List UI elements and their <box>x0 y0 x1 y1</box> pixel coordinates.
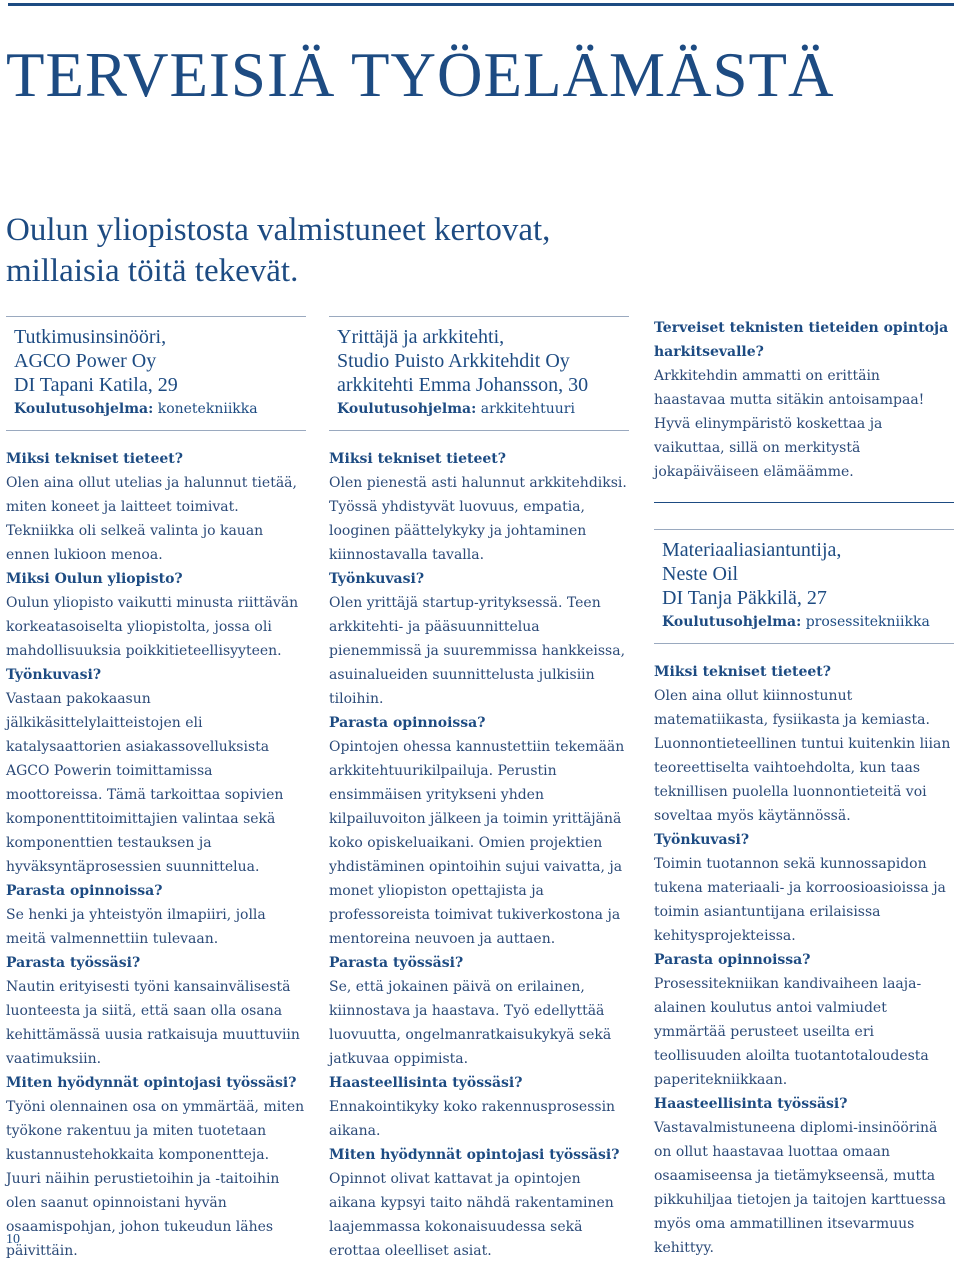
profile-employer: Neste Oil <box>662 563 739 585</box>
page-number: 10 <box>6 1232 20 1247</box>
answer: Olen yrittäjä startup-yrityksessä. Teen arkkitehti- ja pääsuunnittelua pienemmissä ja suuremmissa hankkeissa, asuinalueiden suunnittelusta julkisiin tiloihin. <box>329 595 626 707</box>
answer: Oulun yliopisto vaikutti minusta riittävän korkeatasoiselta yliopistolta, jossa oli mahdollisuuksia poikkitieteellisyyteen. <box>6 595 299 659</box>
profile-column-2 <box>329 316 629 1263</box>
question: Työnkuvasi? <box>6 667 102 683</box>
top-rule <box>8 3 954 6</box>
question: Miksi Oulun yliopisto? <box>6 571 183 587</box>
profile-employer: AGCO Power Oy <box>14 350 157 372</box>
page-title: TERVEISIÄ TYÖELÄMÄSTÄ <box>6 40 835 110</box>
question: Miten hyödynnät opintojasi työssäsi? <box>329 1147 620 1163</box>
profile-column-1 <box>6 316 306 1263</box>
profile-role: Tutkimusinsinööri, <box>14 326 167 348</box>
qa-list <box>329 447 629 1263</box>
answer: Vastavalmistuneena diplomi-insinöörinä on ollut haastavaa luottaa omaan osaamiseensa ja tietämykseensä, mutta pikkuhiljaa tietojen ja taitojen karttuessa myös oma ammatillinen itsevarmuus kehittyy. <box>654 1120 946 1256</box>
qa-list <box>6 447 306 1263</box>
column-divider <box>654 502 954 503</box>
profile-header <box>329 316 629 431</box>
question: Parasta opinnoissa? <box>329 715 486 731</box>
question: Miksi tekniset tieteet? <box>329 451 506 467</box>
qa-list <box>654 660 954 1260</box>
profile-role: Yrittäjä ja arkkitehti, <box>337 326 505 348</box>
question: Miten hyödynnät opintojasi työssäsi? <box>6 1075 297 1091</box>
answer: Nautin erityisesti työni kansainvälisestä luonteesta ja siitä, että saan olla osana kehittämässä uusia ratkaisuja muuttuviin vaatimuksiin. <box>6 979 300 1067</box>
page-subtitle <box>6 210 646 292</box>
question: Miksi tekniset tieteet? <box>6 451 183 467</box>
question: Terveiset teknisten tieteiden opintoja harkitsevalle? <box>654 320 949 360</box>
answer: Olen aina ollut kiinnostunut matematiikasta, fysiikasta ja kemiasta. Luonnontieteellinen tuntui kuitenkin liian teoreettiselta vaihtoehdolta, kun taas teknillisen puolella luonnontieteitä voi soveltaa myös käytännössä. <box>654 688 951 824</box>
question: Parasta opinnoissa? <box>6 883 163 899</box>
subtitle-line-1: Oulun yliopistosta valmistuneet kertovat, <box>6 212 551 248</box>
answer: Arkkitehdin ammatti on erittäin haastavaa mutta sitäkin antoisampaa! Hyvä elinympäristö koskettaa ja vaikuttaa, sillä on merkitystä jokapäiväiseen elämäämme. <box>654 368 925 480</box>
answer: Olen aina ollut utelias ja halunnut tietää, miten koneet ja laitteet toimivat. Tekniikka oli selkeä valinta jo kauan ennen lukioon menoa. <box>6 475 297 563</box>
question: Parasta opinnoissa? <box>654 952 811 968</box>
profile-header <box>654 529 954 644</box>
answer: Opinnot olivat kattavat ja opintojen aikana kypsyi taito nähdä rakentaminen laajemmassa kokonaisuudessa sekä erottaa oleelliset asiat. <box>329 1171 614 1259</box>
profile-header <box>6 316 306 431</box>
answer: Työni olennainen osa on ymmärtää, miten työkone rakentuu ja miten tuotetaan kustannustehokkaita komponentteja. Juuri näihin perustietoihin ja -taitoihin olen saanut opinnoistani hyvän osaamispohjan, johon tukeudun lähes päivittäin. <box>6 1099 305 1259</box>
profile-employer: Studio Puisto Arkkitehdit Oy <box>337 350 570 372</box>
question: Miksi tekniset tieteet? <box>654 664 831 680</box>
question: Työnkuvasi? <box>329 571 425 587</box>
question: Työnkuvasi? <box>654 832 750 848</box>
profile-name: DI Tapani Katila, 29 <box>14 374 178 396</box>
profile-program: Koulutusohjelma: prosessitekniikka <box>662 614 930 630</box>
profile-program: Koulutusohjelma: konetekniikka <box>14 401 258 417</box>
answer: Olen pienestä asti halunnut arkkitehdiksi. Työssä yhdistyvät luovuus, empatia, looginen päättelykyky ja johtaminen kiinnostavalla tavalla. <box>329 475 627 563</box>
question: Haasteellisinta työssäsi? <box>654 1096 848 1112</box>
profile-name: arkkitehti Emma Johansson, 30 <box>337 374 589 396</box>
answer: Se, että jokainen päivä on erilainen, kiinnostava ja haastava. Työ edellyttää luovuutta, ongelmanratkaisukykyä sekä jatkuvaa oppimista. <box>329 979 612 1067</box>
question: Parasta työssäsi? <box>6 955 141 971</box>
profile-program: Koulutusohjelma: arkkitehtuuri <box>337 401 575 417</box>
answer: Opintojen ohessa kannustettiin tekemään arkkitehtuurikilpailuja. Perustin ensimmäisen yritykseni yhden kilpailuvoiton jälkeen ja toimin yrittäjänä koko opiskeluaikani. Omien projektien yhdistäminen opintoihin sujui vaivatta, ja monet yliopiston opettajista ja professoreista toimivat tukiverkostona ja mentoreina neuvoen ja auttaen. <box>329 739 625 947</box>
profile-column-3 <box>654 316 954 1260</box>
profile-name: DI Tanja Päkkilä, 27 <box>662 587 827 609</box>
answer: Prosessitekniikan kandivaiheen laaja-alainen koulutus antoi valmiudet ymmärtää perusteet useilta eri teollisuuden aloilta tuotantotaloudesta paperitekniikkaan. <box>654 976 929 1088</box>
answer: Se henki ja yhteistyön ilmapiiri, jolla meitä valmennettiin tulevaan. <box>6 907 266 947</box>
answer: Toimin tuotannon sekä kunnossapidon tukena materiaali- ja korroosioasioissa ja toimin asiantuntijana erilaisissa kehitysprojekteissa. <box>654 856 946 944</box>
answer: Ennakointikyky koko rakennusprosessin aikana. <box>329 1099 616 1139</box>
subtitle-line-2: millaisia töitä tekevät. <box>6 253 299 289</box>
advice-block <box>654 316 954 484</box>
profile-role: Materiaaliasiantuntija, <box>662 539 842 561</box>
answer: Vastaan pakokaasun jälkikäsittelylaitteistojen eli katalysaattorien asiakassovelluksista AGCO Powerin toimittamissa moottoreissa. Tämä tarkoittaa sopivien komponenttitoimittajien valintaa sekä komponenttien testauksen ja hyväksyntäprosessien suunnittelua. <box>6 691 284 875</box>
question: Parasta työssäsi? <box>329 955 464 971</box>
question: Haasteellisinta työssäsi? <box>329 1075 523 1091</box>
